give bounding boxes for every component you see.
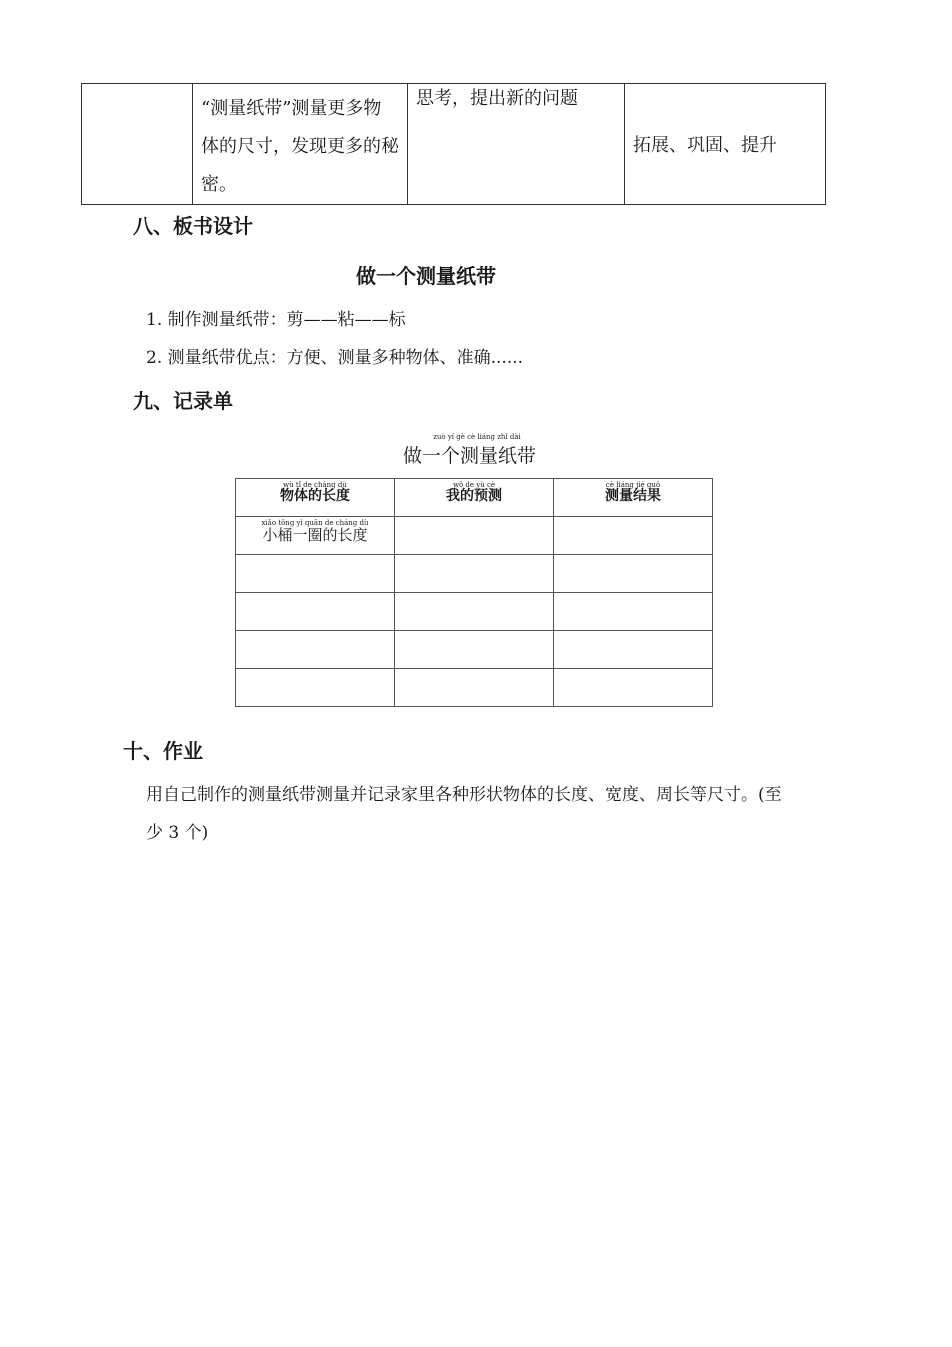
table-cell-purpose [625, 84, 826, 205]
table-cell-activity [193, 84, 408, 205]
table-cell-empty [554, 517, 713, 555]
table-cell-empty [395, 517, 554, 555]
header-label: 物体的长度 [280, 488, 350, 504]
row-label-cell [236, 517, 395, 555]
table-cell-empty [554, 631, 713, 669]
table-cell-empty [554, 555, 713, 593]
header-label: 测量结果 [605, 488, 661, 504]
table-row [82, 84, 826, 205]
student-text: 思考，提出新的问题 [416, 88, 578, 109]
table-cell-empty [395, 669, 554, 707]
table-cell-empty [554, 593, 713, 631]
header-pinyin: cè liáng jié guǒ [605, 481, 661, 489]
table-cell-empty [554, 669, 713, 707]
board-item-1: 1. 制作测量纸带：剪——粘——标 [146, 310, 406, 330]
homework-text-line-1: 用自己制作的测量纸带测量并记录家里各种形状物体的长度、宽度、周长等尺寸。(至 [146, 785, 782, 805]
table-cell-student [408, 84, 625, 205]
header-pinyin: wù tǐ de cháng dù [283, 481, 347, 489]
lesson-plan-table [81, 83, 826, 205]
table-cell-empty [236, 555, 395, 593]
table-row [236, 555, 713, 593]
homework-text-line-2: 少 3 个) [146, 823, 209, 843]
purpose-text: 拓展、巩固、提升 [633, 135, 777, 156]
table-cell-empty [395, 593, 554, 631]
sheet-title: 做一个测量纸带 [403, 445, 537, 467]
board-title: 做一个测量纸带 [356, 264, 496, 288]
section-10-heading: 十、作业 [123, 739, 203, 763]
table-row [236, 669, 713, 707]
table-row [236, 631, 713, 669]
header-cell [554, 479, 713, 517]
section-9-heading: 九、记录单 [133, 389, 233, 413]
header-cell [395, 479, 554, 517]
table-cell-empty [236, 631, 395, 669]
header-pinyin: wǒ de yù cè [452, 481, 496, 489]
table-header-row [236, 479, 713, 517]
table-cell-empty [236, 669, 395, 707]
header-cell [236, 479, 395, 517]
section-8-heading: 八、板书设计 [133, 214, 253, 238]
board-item-2: 2. 测量纸带优点：方便、测量多种物体、准确...... [146, 348, 524, 368]
table-cell-empty [236, 593, 395, 631]
table-cell-empty [82, 84, 193, 205]
table-cell-empty [395, 555, 554, 593]
table-row [236, 593, 713, 631]
table-row [236, 517, 713, 555]
activity-text: “测量纸带”测量更多物体的尺寸，发现更多的秘密。 [201, 98, 399, 195]
sheet-title-pinyin: zuò yí gè cè liáng zhǐ dài [433, 433, 521, 441]
header-label: 我的预测 [446, 488, 502, 504]
row-label: 小桶一圈的长度 [262, 526, 368, 544]
record-table [235, 478, 713, 707]
row-pinyin: xiǎo tǒng yì quān de cháng dù [261, 519, 369, 527]
table-cell-empty [395, 631, 554, 669]
